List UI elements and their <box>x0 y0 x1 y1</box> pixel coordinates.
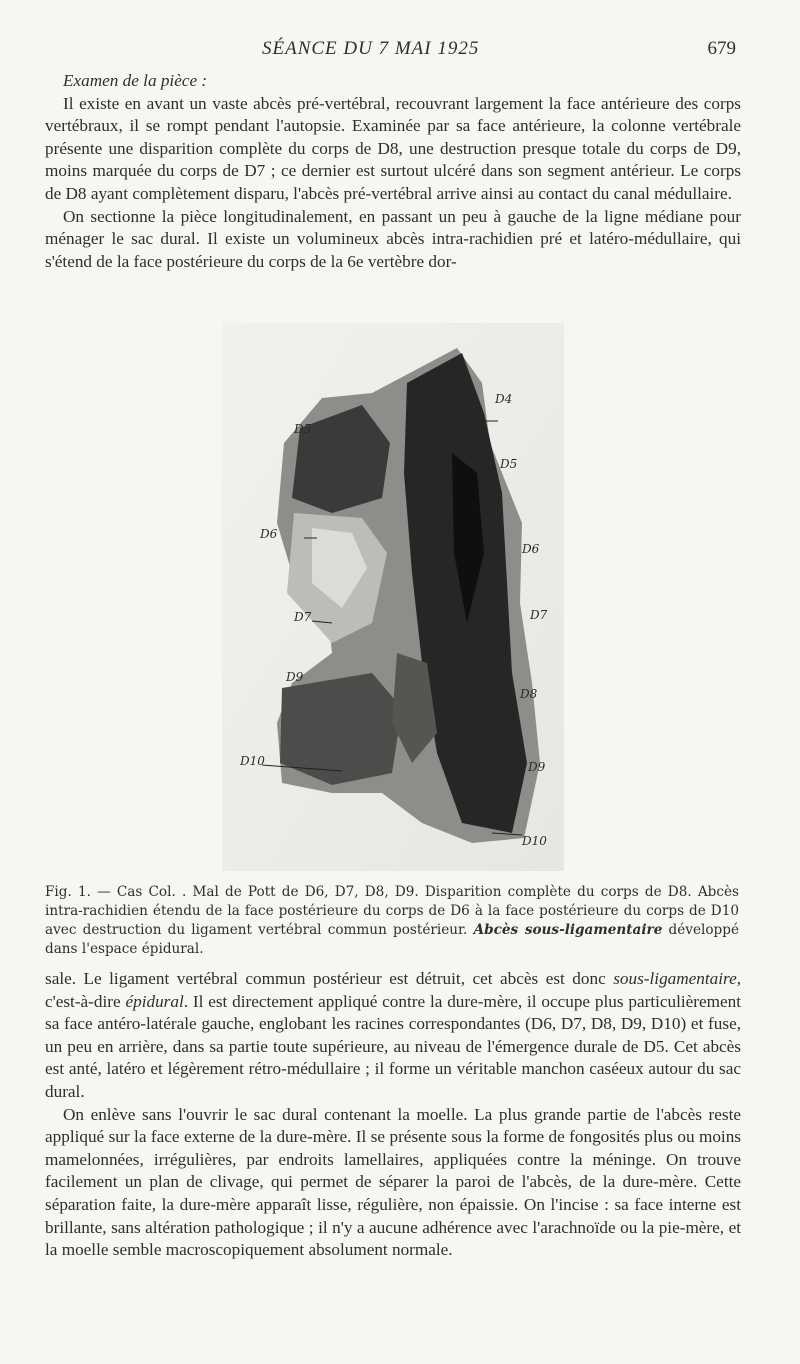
vertebra-label: D9 <box>286 670 304 684</box>
spine-section-image <box>222 323 564 871</box>
vertebra-label: D5 <box>294 422 312 436</box>
paragraph: On sectionne la pièce longitudinalement, en passant un peu à gauche de la ligne médiane pour ménager le sac dural. Il existe un volumineux abcès intra-rachidien pré et latéro-médullaire, qui s'étend de la face postérieure du corps de la 6e vertèbre dor- <box>45 206 741 271</box>
section-heading: Examen de la pièce : <box>63 71 208 90</box>
text-run: , c'est-à-dire <box>45 969 742 1011</box>
italic-term: épidural <box>125 991 184 1011</box>
caption-tail: développé dans l'espace épidural. <box>45 922 739 957</box>
vertebra-label: D6 <box>522 542 540 556</box>
vertebra-label: D8 <box>520 687 538 701</box>
page-number: 679 <box>707 38 736 59</box>
figure-caption <box>45 883 739 959</box>
text-run: . Il est directement appliqué contre la dure-mère, il occupe plus particulièrement sa face antéro-latérale gauche, englobant les racines correspondantes (D6, D7, D8, D9, D10) et fuse, un peu en arrière, dans sa partie toute supérieure, au niveau de l'émergence durale de D5. Cet abcès est anté, latéro et légèrement rétro-médullaire ; il forme un véritable manchon caséeux autour du sac dural. <box>45 991 742 1101</box>
vertebra-label: D4 <box>495 392 513 406</box>
vertebra-label: D9 <box>528 760 546 774</box>
specimen-photograph <box>222 323 564 871</box>
paragraph: On enlève sans l'ouvrir le sac dural contenant la moelle. La plus grande partie de l'abcès reste appliqué sur la face externe de la dure-mère. Il se présente sous la forme de fongosités plus ou moins mamelonnées, irrégulières, par endroits lamellaires, appliquées contre la méninge. On trouve facilement un plan de clivage, qui permet de séparer la paroi de l'abcès, de la dure-mère. Cette séparation faite, la dure-mère apparaît lisse, régulière, non épaissie. On l'incise : sa face interne est brillante, sans altération pathologique ; il n'y a aucune adhérence avec l'arachnoïde ou la pie-mère, et la moelle semble macroscopiquement absolument normale. <box>45 1104 741 1260</box>
paragraph: Il existe en avant un vaste abcès pré-vertébral, recouvrant largement la face antérieure des corps vertébraux, il se rompt pendant l'autopsie. Examinée par sa face antérieure, la colonne vertébrale présente une disparition complète du corps de D8, une destruction presque totale du corps de D9, moins marquée du corps de D7 ; ce dernier est surtout ulcéré dans son segment antérieur. Le corps de D8 ayant complètement disparu, l'abcès pré-vertébral arrive ainsi au contact du canal médullaire. <box>45 93 741 203</box>
caption-emphasis: Abcès sous-ligamentaire <box>473 922 663 938</box>
vertebra-label: D7 <box>294 610 312 624</box>
text-run: sale. Le ligament vertébral commun postérieur est détruit, cet abcès est donc <box>45 969 606 988</box>
bottom-text-block <box>45 968 741 1262</box>
running-head: SÉANCE DU 7 MAI 1925 <box>262 38 480 59</box>
page-header <box>0 38 800 62</box>
vertebra-label: D6 <box>260 527 278 541</box>
vertebra-label: D10 <box>240 754 265 768</box>
italic-term: sous-ligamentaire <box>613 969 737 988</box>
top-text-block <box>45 70 741 273</box>
vertebra-label: D10 <box>522 834 547 848</box>
vertebra-label: D7 <box>530 608 548 622</box>
caption-text: Fig. 1. — Cas Col. . Mal de Pott de D6, D7, D8, D9. Disparition complète du corps de D8. Abcès intra-rachidien étendu de la face postérieure du corps de D6 à la face postérieure du corps de D10 avec destruction du ligament vertébral commun postérieur. <box>45 884 739 938</box>
paragraph <box>45 968 741 1104</box>
vertebra-label: D5 <box>500 457 518 471</box>
